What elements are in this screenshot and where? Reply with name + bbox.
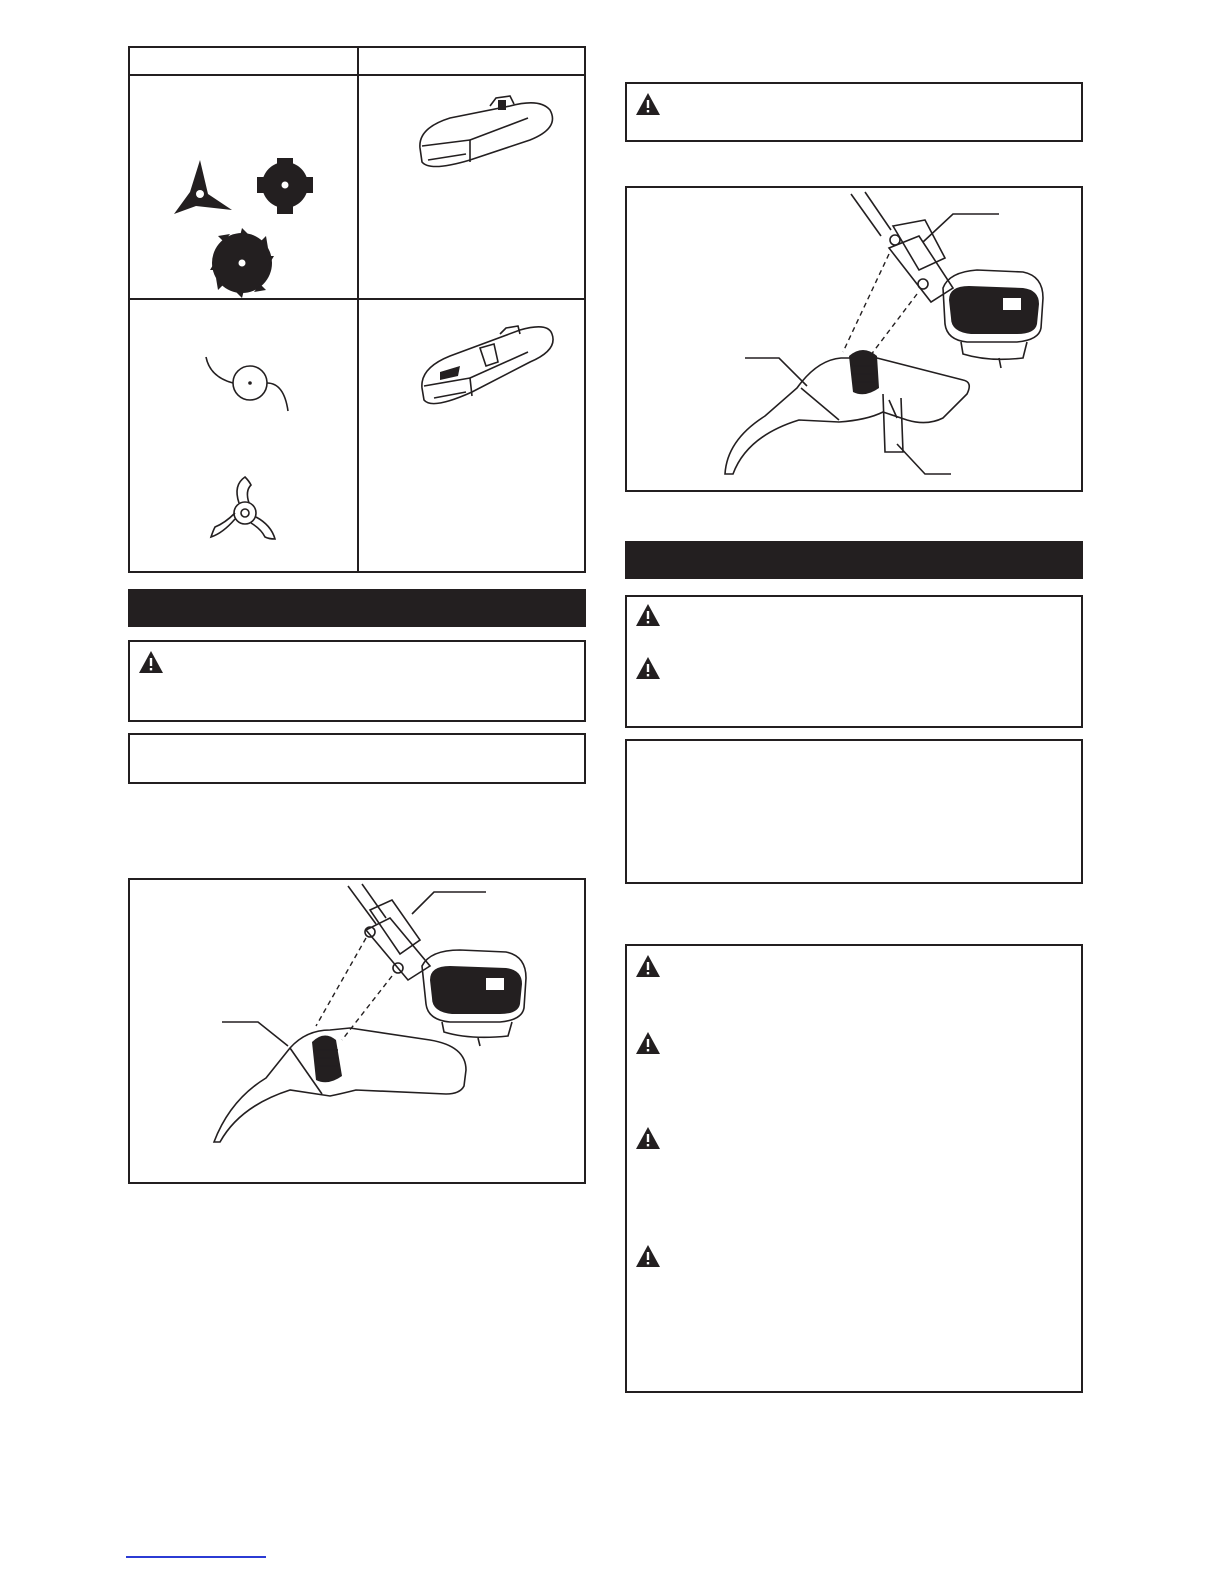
warning-triangle-icon (635, 1126, 661, 1150)
blade-guard-illustration (410, 88, 560, 183)
warning-triangle-icon (635, 954, 661, 978)
warning-box-right (625, 82, 1083, 142)
warning-triangle-icon (635, 603, 661, 627)
warning-triangle-icon (635, 92, 661, 116)
tool-guard-table (128, 46, 586, 573)
nylon-cutting-head-illustration (200, 353, 300, 413)
warning-triangle-icon (635, 1031, 661, 1055)
guard-installation-illustration (130, 880, 584, 1182)
section-header-bar-right (625, 541, 1083, 579)
warning-box-quad (625, 944, 1083, 1393)
guard-with-cutter-illustration (627, 188, 1081, 490)
metal-blades-illustration (170, 148, 340, 298)
figure-guard-installation (128, 878, 586, 1184)
note-box (128, 733, 586, 784)
warning-triangle-icon (635, 1244, 661, 1268)
note-box-right (625, 739, 1083, 884)
warning-box-double (625, 595, 1083, 728)
warning-triangle-icon (138, 650, 164, 674)
section-header-bar (128, 589, 586, 627)
table-column-divider (357, 48, 359, 571)
nylon-guard-illustration (410, 316, 560, 416)
footer-link[interactable] (126, 1556, 266, 1558)
plastic-blade-illustration (205, 473, 285, 553)
figure-guard-with-cutter-installation (625, 186, 1083, 492)
warning-triangle-icon (635, 656, 661, 680)
table-row-divider (130, 298, 584, 300)
warning-box (128, 640, 586, 722)
